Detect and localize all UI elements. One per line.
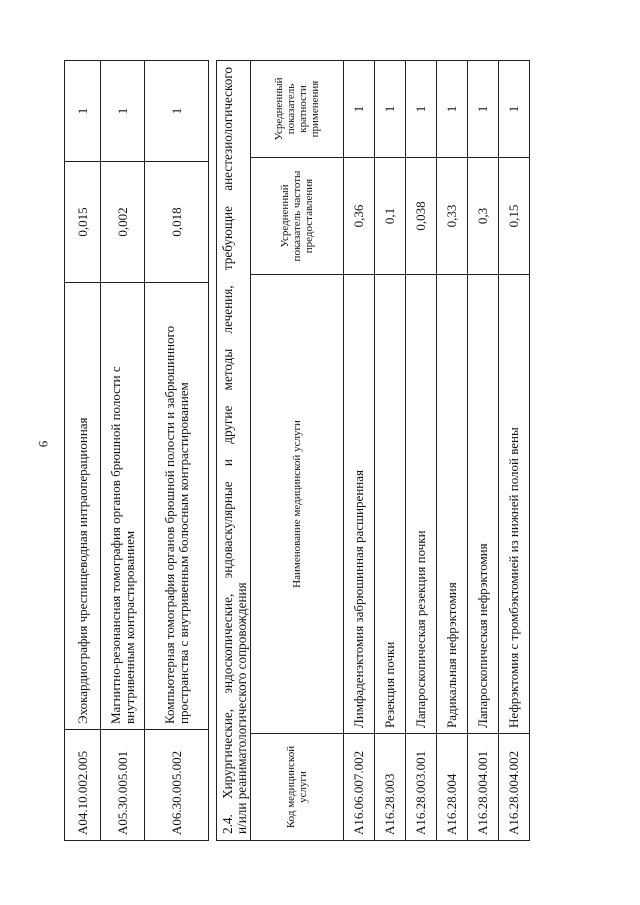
service-name: Нефрэктомия с тромбэктомией из нижней полой вены — [499, 275, 530, 734]
service-code: A16.28.004 — [437, 734, 468, 841]
multiplicity-value: 1 — [499, 61, 530, 158]
frequency-value: 0,3 — [468, 158, 499, 275]
table-row — [437, 61, 468, 841]
frequency-value: 0,038 — [406, 158, 437, 275]
page-number: 6 — [35, 440, 51, 448]
service-name: Лапароскопическая резекция почки — [406, 275, 437, 734]
service-code: A16.28.003 — [375, 734, 406, 841]
service-code: A05.30.005.001 — [101, 730, 145, 841]
section-title-line-1: 2.4. Хирургические, эндоскопические, эндоваскулярные и другие методы лечения, требующие анестезиологического — [220, 67, 235, 834]
service-code: A16.28.004.001 — [468, 734, 499, 841]
service-name: Резекция почки — [375, 275, 406, 734]
service-code: A04.10.002.005 — [65, 730, 101, 841]
table-row — [375, 61, 406, 841]
service-code: A06.30.005.002 — [145, 730, 209, 841]
frequency-value: 0,33 — [437, 158, 468, 275]
table-header-row — [251, 61, 344, 841]
service-code: A16.28.003.001 — [406, 734, 437, 841]
service-code: A16.06.007.002 — [344, 734, 375, 841]
multiplicity-value: 1 — [375, 61, 406, 158]
table-row — [101, 61, 145, 841]
frequency-value: 0,002 — [101, 162, 145, 283]
section-heading — [216, 60, 253, 841]
header-name: Наименование медицинской услуги — [251, 275, 344, 734]
service-code: A16.28.004.002 — [499, 734, 530, 841]
frequency-value: 0,018 — [145, 162, 209, 283]
frequency-value: 0,015 — [65, 162, 101, 283]
services-table-continued — [64, 60, 209, 841]
service-name: Компьютерная томография органов брюшной полости и забрюшинного пространства с внутривенным болюсным контрастированием — [145, 283, 209, 730]
service-name: Эхокардиография чреспищеводная интраоперационная — [65, 283, 101, 730]
frequency-value: 0,36 — [344, 158, 375, 275]
table-row — [145, 61, 209, 841]
frequency-value: 0,1 — [375, 158, 406, 275]
multiplicity-value: 1 — [344, 61, 375, 158]
service-name: Радикальная нефрэктомия — [437, 275, 468, 734]
table-row — [468, 61, 499, 841]
table-row — [499, 61, 530, 841]
multiplicity-value: 1 — [437, 61, 468, 158]
table-row — [65, 61, 101, 841]
service-name: Лапароскопическая нефрэктомия — [468, 275, 499, 734]
multiplicity-value: 1 — [406, 61, 437, 158]
table-row — [406, 61, 437, 841]
frequency-value: 0,15 — [499, 158, 530, 275]
header-multiplicity: Усредненный показатель кратности применения — [251, 61, 344, 158]
multiplicity-value: 1 — [65, 61, 101, 162]
header-code: Код медицинской услуги — [251, 734, 344, 841]
header-frequency: Усредненный показатель частоты предоставления — [251, 158, 344, 275]
service-name: Лимфаденэктомия забрюшинная расширенная — [344, 275, 375, 734]
multiplicity-value: 1 — [468, 61, 499, 158]
anesthesia-services-table — [250, 60, 530, 841]
table-row — [344, 61, 375, 841]
section-title-line-2: и/или реаниматологического сопровождения — [234, 582, 249, 834]
multiplicity-value: 1 — [145, 61, 209, 162]
multiplicity-value: 1 — [101, 61, 145, 162]
service-name: Магнитно-резонансная томография органов брюшной полости с внутривенным контрастированием — [101, 283, 145, 730]
